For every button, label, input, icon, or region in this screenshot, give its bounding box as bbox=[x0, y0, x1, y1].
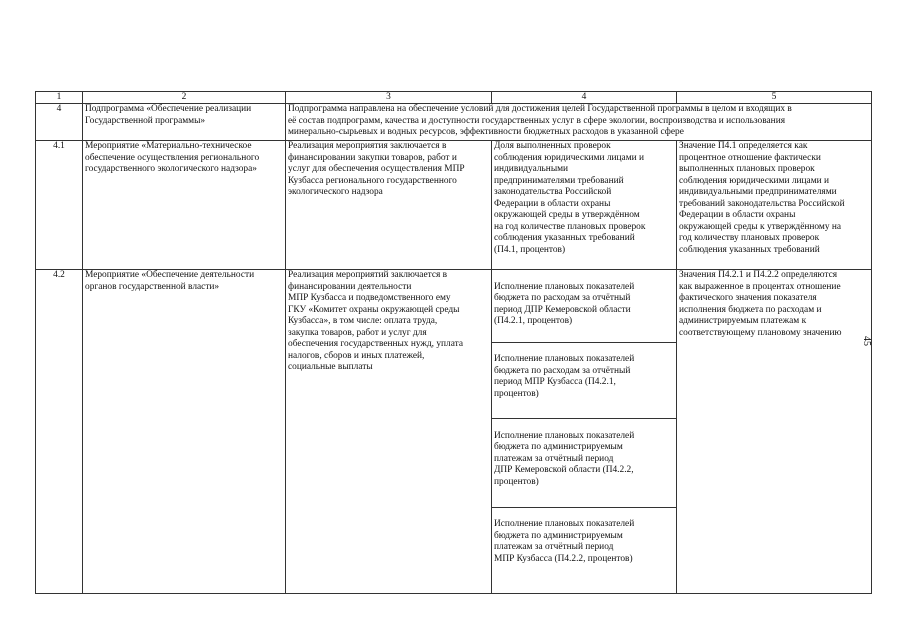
indicator-4-2-1-mpr: Исполнение плановых показателей бюджета по расходам за отчётный период МПР Кузбасса (П4.2.1, процентов) bbox=[492, 354, 676, 419]
column-number-3: 3 bbox=[286, 92, 492, 104]
row-indicators bbox=[492, 270, 677, 594]
row-method: Значения П4.2.1 и П4.2.2 определяются как выраженное в процентах отношение фактического значения показателя исполнения бюджета по расходам и администрируемым платежам к соответствующему плановому значению bbox=[677, 270, 872, 594]
row-description: Подпрограмма направлена на обеспечение условий для достижения целей Государственной программы в целом и входящих в её состав подпрограмм, качества и доступности государственных услуг в сфере экологии, воспроизводства и использования минерально-сырьевых и водных ресурсов, эффективности бюджетных расходов в указанной сфере bbox=[286, 104, 872, 141]
column-number-1: 1 bbox=[36, 92, 83, 104]
row-description: Реализация мероприятия заключается в финансировании закупки товаров, работ и услуг для обеспечения осуществления МПР Кузбасса регионального государственного экологического надзора bbox=[286, 141, 492, 270]
column-number-row bbox=[36, 92, 872, 104]
column-number-4: 4 bbox=[492, 92, 677, 104]
column-number-2: 2 bbox=[83, 92, 286, 104]
program-table bbox=[35, 91, 872, 594]
row-name: Мероприятие «Материально-техническое обеспечение осуществления регионального государственного экологического надзора» bbox=[83, 141, 286, 270]
row-number: 4.2 bbox=[36, 270, 83, 594]
column-number-5: 5 bbox=[677, 92, 872, 104]
row-name: Мероприятие «Обеспечение деятельности органов государственной власти» bbox=[83, 270, 286, 594]
row-number: 4 bbox=[36, 104, 83, 141]
row-number: 4.1 bbox=[36, 141, 83, 270]
row-method: Значение П4.1 определяется как процентное отношение фактически выполненных плановых проверок соблюдения юридическими лицами и индивидуальными предпринимателями требований законодательства Российской Федерации в области охраны окружающей среды к утверждённому на год количеству плановых проверок соблюдения указанных требований bbox=[677, 141, 872, 270]
indicator-4-2-2-dpr: Исполнение плановых показателей бюджета по администрируемым платежам за отчётный период ДПР Кемеровской области (П4.2.2, процентов) bbox=[492, 431, 676, 508]
indicator-4-2-2-mpr: Исполнение плановых показателей бюджета по администрируемым платежам за отчётный период МПР Кузбасса (П4.2.2, процентов) bbox=[494, 519, 635, 564]
row-name: Подпрограмма «Обеспечение реализации Государственной программы» bbox=[83, 104, 286, 141]
page-number: 45 bbox=[861, 336, 872, 346]
row-indicator: Доля выполненных проверок соблюдения юридическими лицами и индивидуальными предпринимателями требований законодательства Российской Федерации в области охраны окружающей среды в утверждённом на год количестве плановых проверок соблюдения указанных требований (П4.1, процентов) bbox=[492, 141, 677, 270]
table-row-measure-4-1 bbox=[36, 141, 872, 270]
table-row-subprogram-4 bbox=[36, 104, 872, 141]
indicator-4-2-1-dpr: Исполнение плановых показателей бюджета по расходам за отчётный период ДПР Кемеровской области (П4.2.1, процентов) bbox=[492, 282, 676, 343]
table-row-measure-4-2 bbox=[36, 270, 872, 594]
row-description: Реализация мероприятий заключается в финансировании деятельности МПР Кузбасса и подведомственного ему ГКУ «Комитет охраны окружающей среды Кузбасса», в том числе: оплата труда, закупка товаров, работ и услуг для обеспечения государственных нужд, уплата налогов, сборов и иных платежей, социальные выплаты bbox=[286, 270, 492, 594]
